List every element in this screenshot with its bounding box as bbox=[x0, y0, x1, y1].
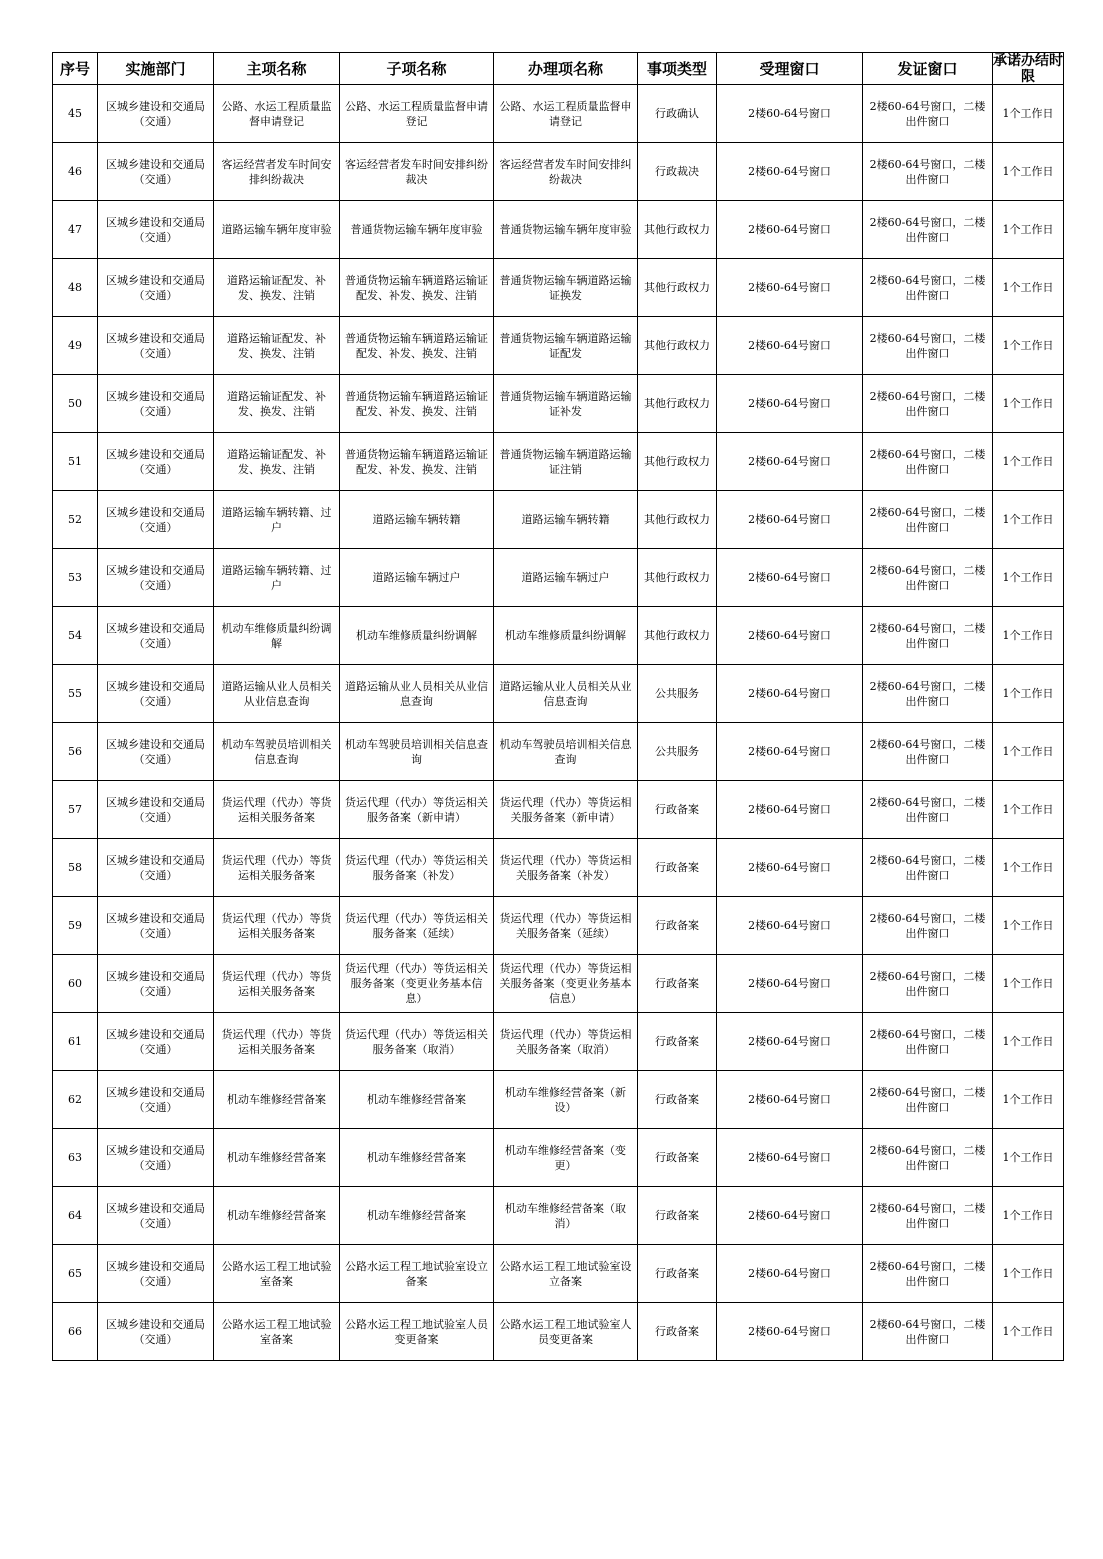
cell-accept: 2楼60-64号窗口 bbox=[717, 433, 863, 491]
cell-sub: 道路运输车辆转籍 bbox=[340, 491, 494, 549]
cell-type: 行政备案 bbox=[638, 1013, 717, 1071]
table-body bbox=[53, 85, 1064, 1361]
cell-type: 行政备案 bbox=[638, 955, 717, 1013]
cell-dept: 区城乡建设和交通局（交通） bbox=[98, 259, 214, 317]
cell-dept: 区城乡建设和交通局（交通） bbox=[98, 1303, 214, 1361]
cell-issue: 2楼60-64号窗口，二楼出件窗口 bbox=[863, 201, 993, 259]
cell-limit: 1个工作日 bbox=[993, 665, 1064, 723]
header-cell-limit-text: 承诺办结时限 bbox=[993, 53, 1063, 84]
cell-dept: 区城乡建设和交通局（交通） bbox=[98, 1245, 214, 1303]
cell-no: 60 bbox=[53, 955, 98, 1013]
cell-accept: 2楼60-64号窗口 bbox=[717, 1013, 863, 1071]
table-row bbox=[53, 781, 1064, 839]
cell-main: 客运经营者发车时间安排纠纷裁决 bbox=[214, 143, 340, 201]
cell-item: 机动车驾驶员培训相关信息查询 bbox=[494, 723, 638, 781]
cell-type: 公共服务 bbox=[638, 665, 717, 723]
cell-sub: 公路水运工程工地试验室设立备案 bbox=[340, 1245, 494, 1303]
cell-type: 行政备案 bbox=[638, 1303, 717, 1361]
cell-item: 普通货物运输车辆道路运输证换发 bbox=[494, 259, 638, 317]
cell-accept: 2楼60-64号窗口 bbox=[717, 1245, 863, 1303]
cell-main: 道路运输车辆转籍、过户 bbox=[214, 549, 340, 607]
cell-type: 行政备案 bbox=[638, 1071, 717, 1129]
cell-item: 普通货物运输车辆年度审验 bbox=[494, 201, 638, 259]
cell-accept: 2楼60-64号窗口 bbox=[717, 259, 863, 317]
cell-sub: 普通货物运输车辆道路运输证配发、补发、换发、注销 bbox=[340, 375, 494, 433]
cell-limit: 1个工作日 bbox=[993, 897, 1064, 955]
cell-main: 货运代理（代办）等货运相关服务备案 bbox=[214, 839, 340, 897]
cell-issue: 2楼60-64号窗口，二楼出件窗口 bbox=[863, 607, 993, 665]
cell-no: 59 bbox=[53, 897, 98, 955]
header-cell-sub: 子项名称 bbox=[340, 53, 494, 85]
cell-issue: 2楼60-64号窗口，二楼出件窗口 bbox=[863, 1071, 993, 1129]
cell-no: 54 bbox=[53, 607, 98, 665]
cell-no: 65 bbox=[53, 1245, 98, 1303]
cell-item: 机动车维修经营备案（变更） bbox=[494, 1129, 638, 1187]
cell-dept: 区城乡建设和交通局（交通） bbox=[98, 897, 214, 955]
cell-main: 公路水运工程工地试验室备案 bbox=[214, 1303, 340, 1361]
cell-accept: 2楼60-64号窗口 bbox=[717, 375, 863, 433]
cell-accept: 2楼60-64号窗口 bbox=[717, 491, 863, 549]
cell-no: 52 bbox=[53, 491, 98, 549]
cell-dept: 区城乡建设和交通局（交通） bbox=[98, 665, 214, 723]
cell-sub: 机动车维修质量纠纷调解 bbox=[340, 607, 494, 665]
cell-accept: 2楼60-64号窗口 bbox=[717, 143, 863, 201]
cell-accept: 2楼60-64号窗口 bbox=[717, 607, 863, 665]
cell-dept: 区城乡建设和交通局（交通） bbox=[98, 723, 214, 781]
table-row bbox=[53, 723, 1064, 781]
cell-issue: 2楼60-64号窗口，二楼出件窗口 bbox=[863, 1245, 993, 1303]
cell-item: 普通货物运输车辆道路运输证注销 bbox=[494, 433, 638, 491]
cell-sub: 道路运输从业人员相关从业信息查询 bbox=[340, 665, 494, 723]
cell-issue: 2楼60-64号窗口，二楼出件窗口 bbox=[863, 839, 993, 897]
cell-main: 道路运输证配发、补发、换发、注销 bbox=[214, 375, 340, 433]
cell-no: 48 bbox=[53, 259, 98, 317]
table-row bbox=[53, 665, 1064, 723]
cell-item: 货运代理（代办）等货运相关服务备案（新申请） bbox=[494, 781, 638, 839]
table-row bbox=[53, 1187, 1064, 1245]
cell-sub: 货运代理（代办）等货运相关服务备案（补发） bbox=[340, 839, 494, 897]
cell-limit: 1个工作日 bbox=[993, 259, 1064, 317]
cell-type: 行政裁决 bbox=[638, 143, 717, 201]
cell-sub: 普通货物运输车辆道路运输证配发、补发、换发、注销 bbox=[340, 433, 494, 491]
cell-item: 货运代理（代办）等货运相关服务备案（取消） bbox=[494, 1013, 638, 1071]
cell-sub: 货运代理（代办）等货运相关服务备案（延续） bbox=[340, 897, 494, 955]
cell-sub: 机动车维修经营备案 bbox=[340, 1187, 494, 1245]
cell-sub: 普通货物运输车辆年度审验 bbox=[340, 201, 494, 259]
cell-main: 货运代理（代办）等货运相关服务备案 bbox=[214, 897, 340, 955]
cell-sub: 公路、水运工程质量监督申请登记 bbox=[340, 85, 494, 143]
cell-type: 行政备案 bbox=[638, 781, 717, 839]
cell-accept: 2楼60-64号窗口 bbox=[717, 201, 863, 259]
cell-accept: 2楼60-64号窗口 bbox=[717, 85, 863, 143]
cell-no: 66 bbox=[53, 1303, 98, 1361]
cell-type: 其他行政权力 bbox=[638, 259, 717, 317]
cell-accept: 2楼60-64号窗口 bbox=[717, 1129, 863, 1187]
table-row bbox=[53, 955, 1064, 1013]
cell-limit: 1个工作日 bbox=[993, 1013, 1064, 1071]
cell-limit: 1个工作日 bbox=[993, 839, 1064, 897]
cell-item: 道路运输从业人员相关从业信息查询 bbox=[494, 665, 638, 723]
cell-issue: 2楼60-64号窗口，二楼出件窗口 bbox=[863, 1187, 993, 1245]
cell-type: 其他行政权力 bbox=[638, 317, 717, 375]
cell-sub: 公路水运工程工地试验室人员变更备案 bbox=[340, 1303, 494, 1361]
header-cell-main: 主项名称 bbox=[214, 53, 340, 85]
cell-limit: 1个工作日 bbox=[993, 85, 1064, 143]
cell-limit: 1个工作日 bbox=[993, 317, 1064, 375]
cell-accept: 2楼60-64号窗口 bbox=[717, 1187, 863, 1245]
table-row bbox=[53, 1303, 1064, 1361]
cell-issue: 2楼60-64号窗口，二楼出件窗口 bbox=[863, 1303, 993, 1361]
cell-accept: 2楼60-64号窗口 bbox=[717, 839, 863, 897]
cell-sub: 机动车维修经营备案 bbox=[340, 1129, 494, 1187]
cell-item: 机动车维修经营备案（新设） bbox=[494, 1071, 638, 1129]
table-row bbox=[53, 433, 1064, 491]
cell-dept: 区城乡建设和交通局（交通） bbox=[98, 375, 214, 433]
cell-main: 机动车维修经营备案 bbox=[214, 1071, 340, 1129]
cell-accept: 2楼60-64号窗口 bbox=[717, 549, 863, 607]
cell-item: 公路水运工程工地试验室设立备案 bbox=[494, 1245, 638, 1303]
cell-no: 47 bbox=[53, 201, 98, 259]
cell-issue: 2楼60-64号窗口，二楼出件窗口 bbox=[863, 143, 993, 201]
table-row bbox=[53, 491, 1064, 549]
cell-main: 道路运输证配发、补发、换发、注销 bbox=[214, 433, 340, 491]
cell-dept: 区城乡建设和交通局（交通） bbox=[98, 549, 214, 607]
cell-sub: 普通货物运输车辆道路运输证配发、补发、换发、注销 bbox=[340, 259, 494, 317]
cell-no: 57 bbox=[53, 781, 98, 839]
cell-type: 行政确认 bbox=[638, 85, 717, 143]
cell-dept: 区城乡建设和交通局（交通） bbox=[98, 317, 214, 375]
cell-sub: 机动车维修经营备案 bbox=[340, 1071, 494, 1129]
cell-type: 行政备案 bbox=[638, 897, 717, 955]
header-cell-no: 序号 bbox=[53, 53, 98, 85]
cell-no: 55 bbox=[53, 665, 98, 723]
cell-sub: 货运代理（代办）等货运相关服务备案（变更业务基本信息） bbox=[340, 955, 494, 1013]
cell-dept: 区城乡建设和交通局（交通） bbox=[98, 143, 214, 201]
cell-type: 行政备案 bbox=[638, 1129, 717, 1187]
cell-item: 公路水运工程工地试验室人员变更备案 bbox=[494, 1303, 638, 1361]
cell-issue: 2楼60-64号窗口，二楼出件窗口 bbox=[863, 781, 993, 839]
cell-dept: 区城乡建设和交通局（交通） bbox=[98, 839, 214, 897]
cell-dept: 区城乡建设和交通局（交通） bbox=[98, 781, 214, 839]
cell-type: 其他行政权力 bbox=[638, 549, 717, 607]
cell-limit: 1个工作日 bbox=[993, 433, 1064, 491]
cell-main: 货运代理（代办）等货运相关服务备案 bbox=[214, 955, 340, 1013]
cell-dept: 区城乡建设和交通局（交通） bbox=[98, 1013, 214, 1071]
cell-issue: 2楼60-64号窗口，二楼出件窗口 bbox=[863, 897, 993, 955]
cell-dept: 区城乡建设和交通局（交通） bbox=[98, 491, 214, 549]
table-row bbox=[53, 1071, 1064, 1129]
cell-item: 道路运输车辆转籍 bbox=[494, 491, 638, 549]
table-row bbox=[53, 317, 1064, 375]
cell-main: 道路运输证配发、补发、换发、注销 bbox=[214, 317, 340, 375]
header-cell-dept: 实施部门 bbox=[98, 53, 214, 85]
table-row bbox=[53, 839, 1064, 897]
cell-main: 道路运输证配发、补发、换发、注销 bbox=[214, 259, 340, 317]
table-row bbox=[53, 1245, 1064, 1303]
cell-type: 其他行政权力 bbox=[638, 491, 717, 549]
cell-dept: 区城乡建设和交通局（交通） bbox=[98, 433, 214, 491]
cell-no: 64 bbox=[53, 1187, 98, 1245]
cell-sub: 客运经营者发车时间安排纠纷裁决 bbox=[340, 143, 494, 201]
cell-accept: 2楼60-64号窗口 bbox=[717, 781, 863, 839]
cell-issue: 2楼60-64号窗口，二楼出件窗口 bbox=[863, 85, 993, 143]
cell-no: 63 bbox=[53, 1129, 98, 1187]
cell-limit: 1个工作日 bbox=[993, 607, 1064, 665]
header-cell-limit bbox=[993, 53, 1064, 85]
header-cell-item: 办理项名称 bbox=[494, 53, 638, 85]
cell-limit: 1个工作日 bbox=[993, 201, 1064, 259]
cell-accept: 2楼60-64号窗口 bbox=[717, 955, 863, 1013]
cell-no: 50 bbox=[53, 375, 98, 433]
cell-no: 56 bbox=[53, 723, 98, 781]
cell-dept: 区城乡建设和交通局（交通） bbox=[98, 955, 214, 1013]
cell-main: 道路运输车辆年度审验 bbox=[214, 201, 340, 259]
header-row bbox=[53, 53, 1064, 85]
cell-issue: 2楼60-64号窗口，二楼出件窗口 bbox=[863, 433, 993, 491]
cell-item: 货运代理（代办）等货运相关服务备案（延续） bbox=[494, 897, 638, 955]
cell-main: 道路运输车辆转籍、过户 bbox=[214, 491, 340, 549]
cell-issue: 2楼60-64号窗口，二楼出件窗口 bbox=[863, 1129, 993, 1187]
cell-sub: 货运代理（代办）等货运相关服务备案（新申请） bbox=[340, 781, 494, 839]
cell-limit: 1个工作日 bbox=[993, 723, 1064, 781]
cell-type: 行政备案 bbox=[638, 839, 717, 897]
cell-item: 货运代理（代办）等货运相关服务备案（补发） bbox=[494, 839, 638, 897]
cell-no: 62 bbox=[53, 1071, 98, 1129]
cell-limit: 1个工作日 bbox=[993, 1129, 1064, 1187]
cell-sub: 道路运输车辆过户 bbox=[340, 549, 494, 607]
header-cell-accept: 受理窗口 bbox=[717, 53, 863, 85]
table-row bbox=[53, 1129, 1064, 1187]
cell-item: 普通货物运输车辆道路运输证配发 bbox=[494, 317, 638, 375]
cell-issue: 2楼60-64号窗口，二楼出件窗口 bbox=[863, 1013, 993, 1071]
cell-item: 普通货物运输车辆道路运输证补发 bbox=[494, 375, 638, 433]
cell-item: 公路、水运工程质量监督申请登记 bbox=[494, 85, 638, 143]
cell-issue: 2楼60-64号窗口，二楼出件窗口 bbox=[863, 491, 993, 549]
table-row bbox=[53, 143, 1064, 201]
cell-dept: 区城乡建设和交通局（交通） bbox=[98, 1187, 214, 1245]
cell-accept: 2楼60-64号窗口 bbox=[717, 723, 863, 781]
table-row bbox=[53, 549, 1064, 607]
cell-issue: 2楼60-64号窗口，二楼出件窗口 bbox=[863, 723, 993, 781]
cell-dept: 区城乡建设和交通局（交通） bbox=[98, 201, 214, 259]
cell-sub: 货运代理（代办）等货运相关服务备案（取消） bbox=[340, 1013, 494, 1071]
cell-main: 道路运输从业人员相关从业信息查询 bbox=[214, 665, 340, 723]
cell-sub: 机动车驾驶员培训相关信息查询 bbox=[340, 723, 494, 781]
table-row bbox=[53, 607, 1064, 665]
cell-no: 46 bbox=[53, 143, 98, 201]
cell-type: 公共服务 bbox=[638, 723, 717, 781]
cell-no: 49 bbox=[53, 317, 98, 375]
cell-accept: 2楼60-64号窗口 bbox=[717, 897, 863, 955]
cell-main: 机动车维修经营备案 bbox=[214, 1129, 340, 1187]
cell-item: 机动车维修质量纠纷调解 bbox=[494, 607, 638, 665]
service-items-table bbox=[52, 52, 1064, 1361]
cell-accept: 2楼60-64号窗口 bbox=[717, 317, 863, 375]
cell-limit: 1个工作日 bbox=[993, 549, 1064, 607]
cell-issue: 2楼60-64号窗口，二楼出件窗口 bbox=[863, 549, 993, 607]
cell-type: 其他行政权力 bbox=[638, 433, 717, 491]
table-row bbox=[53, 375, 1064, 433]
cell-limit: 1个工作日 bbox=[993, 1187, 1064, 1245]
cell-limit: 1个工作日 bbox=[993, 1245, 1064, 1303]
cell-main: 公路、水运工程质量监督申请登记 bbox=[214, 85, 340, 143]
table-row bbox=[53, 259, 1064, 317]
cell-sub: 普通货物运输车辆道路运输证配发、补发、换发、注销 bbox=[340, 317, 494, 375]
cell-type: 其他行政权力 bbox=[638, 201, 717, 259]
cell-dept: 区城乡建设和交通局（交通） bbox=[98, 607, 214, 665]
table-row bbox=[53, 201, 1064, 259]
header-cell-type: 事项类型 bbox=[638, 53, 717, 85]
cell-limit: 1个工作日 bbox=[993, 1071, 1064, 1129]
cell-main: 机动车维修经营备案 bbox=[214, 1187, 340, 1245]
cell-type: 其他行政权力 bbox=[638, 375, 717, 433]
cell-accept: 2楼60-64号窗口 bbox=[717, 1071, 863, 1129]
cell-main: 货运代理（代办）等货运相关服务备案 bbox=[214, 1013, 340, 1071]
cell-main: 机动车维修质量纠纷调解 bbox=[214, 607, 340, 665]
cell-no: 53 bbox=[53, 549, 98, 607]
cell-issue: 2楼60-64号窗口，二楼出件窗口 bbox=[863, 375, 993, 433]
cell-item: 道路运输车辆过户 bbox=[494, 549, 638, 607]
cell-limit: 1个工作日 bbox=[993, 143, 1064, 201]
cell-item: 客运经营者发车时间安排纠纷裁决 bbox=[494, 143, 638, 201]
cell-item: 机动车维修经营备案（取消） bbox=[494, 1187, 638, 1245]
cell-dept: 区城乡建设和交通局（交通） bbox=[98, 85, 214, 143]
cell-main: 机动车驾驶员培训相关信息查询 bbox=[214, 723, 340, 781]
cell-limit: 1个工作日 bbox=[993, 491, 1064, 549]
table-row bbox=[53, 1013, 1064, 1071]
cell-limit: 1个工作日 bbox=[993, 1303, 1064, 1361]
cell-issue: 2楼60-64号窗口，二楼出件窗口 bbox=[863, 955, 993, 1013]
cell-no: 58 bbox=[53, 839, 98, 897]
cell-item: 货运代理（代办）等货运相关服务备案（变更业务基本信息） bbox=[494, 955, 638, 1013]
cell-accept: 2楼60-64号窗口 bbox=[717, 665, 863, 723]
cell-type: 行政备案 bbox=[638, 1245, 717, 1303]
cell-issue: 2楼60-64号窗口，二楼出件窗口 bbox=[863, 259, 993, 317]
table-row bbox=[53, 897, 1064, 955]
cell-no: 51 bbox=[53, 433, 98, 491]
cell-limit: 1个工作日 bbox=[993, 781, 1064, 839]
cell-no: 61 bbox=[53, 1013, 98, 1071]
cell-type: 行政备案 bbox=[638, 1187, 717, 1245]
table-row bbox=[53, 85, 1064, 143]
cell-limit: 1个工作日 bbox=[993, 955, 1064, 1013]
header-cell-issue: 发证窗口 bbox=[863, 53, 993, 85]
cell-main: 货运代理（代办）等货运相关服务备案 bbox=[214, 781, 340, 839]
cell-accept: 2楼60-64号窗口 bbox=[717, 1303, 863, 1361]
cell-issue: 2楼60-64号窗口，二楼出件窗口 bbox=[863, 317, 993, 375]
cell-no: 45 bbox=[53, 85, 98, 143]
cell-dept: 区城乡建设和交通局（交通） bbox=[98, 1071, 214, 1129]
cell-limit: 1个工作日 bbox=[993, 375, 1064, 433]
cell-dept: 区城乡建设和交通局（交通） bbox=[98, 1129, 214, 1187]
cell-issue: 2楼60-64号窗口，二楼出件窗口 bbox=[863, 665, 993, 723]
cell-main: 公路水运工程工地试验室备案 bbox=[214, 1245, 340, 1303]
cell-type: 其他行政权力 bbox=[638, 607, 717, 665]
